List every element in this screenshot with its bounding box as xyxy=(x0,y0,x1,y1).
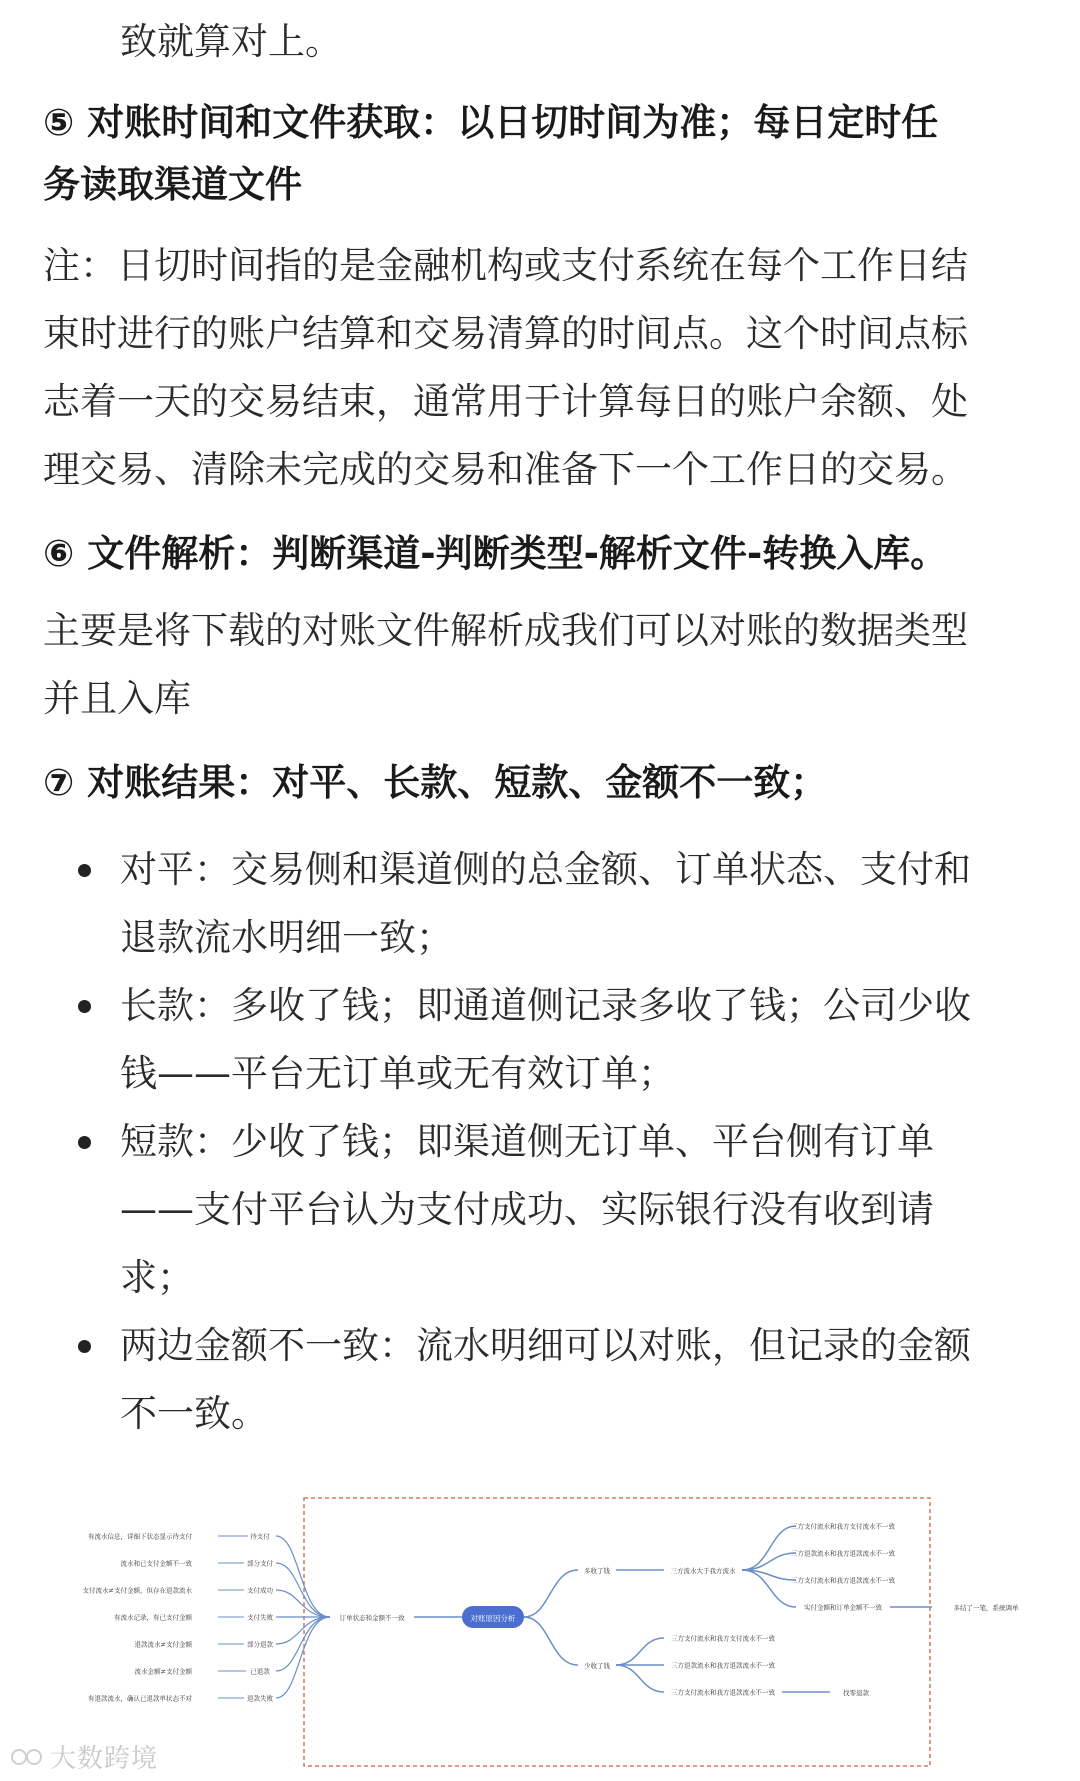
list-item-line: 退款流水明细一致； xyxy=(120,916,453,959)
list-item-line: 求； xyxy=(120,1256,194,1299)
section7-heading-line1: ⑦ 对账结果：对平、长款、短款、金额不一致； xyxy=(43,761,828,804)
mindmap-less-label: 少收了钱 xyxy=(584,1662,610,1670)
mindmap-reason-label: 支付流水≠支付金额，但存在退款流水 xyxy=(82,1586,192,1595)
logo-icon xyxy=(10,1745,44,1775)
mindmap-status-label: 支付成功 xyxy=(247,1586,273,1595)
list-item-line: 钱——平台无订单或无有效订单； xyxy=(120,1052,675,1095)
list-item xyxy=(70,972,1030,1108)
list-item-line: 两边金额不一致：流水明细可以对账，但记录的金额 xyxy=(120,1324,971,1367)
section6-para-line2: 并且入库 xyxy=(43,677,191,720)
mindmap-reason-label: 有流水信息，详细下状态显示待支付 xyxy=(88,1532,192,1541)
mindmap-diagram xyxy=(0,1480,1080,1770)
mindmap-left-branch-label: 订单状态和金额不一致 xyxy=(339,1614,405,1622)
mindmap-reason-label: 退款流水≠支付金额 xyxy=(134,1640,192,1649)
mindmap-reason-label: 有流水记录，有已支付金额 xyxy=(114,1613,192,1622)
mindmap-reason-label: 流水和已支付金额不一致 xyxy=(120,1559,192,1568)
list-item xyxy=(70,1312,1030,1448)
section7-heading xyxy=(43,752,1043,814)
watermark-text: 大数跨境 xyxy=(50,1744,159,1774)
list-item-line: 不一致。 xyxy=(120,1392,268,1435)
mindmap-center-label: 对账原因分析 xyxy=(470,1614,516,1623)
section5-heading-line2: 务读取渠道文件 xyxy=(43,163,302,206)
mindmap-more-tail: 多结了一笔，系统调单 xyxy=(953,1604,1019,1612)
section5-note-line2: 束时进行的账户结算和交易清算的时间点。这个时间点标 xyxy=(43,312,968,355)
watermark xyxy=(10,1738,158,1775)
bullet-dot xyxy=(78,1000,91,1013)
left-connectors xyxy=(276,1536,330,1698)
mindmap-more-mid: 三方流水大于我方流水 xyxy=(670,1567,736,1575)
section6-heading-line1: ⑥ 文件解析：判断渠道-判断类型-解析文件-转换入库。 xyxy=(43,532,948,575)
mindmap-status-label: 已退款 xyxy=(250,1667,270,1676)
mindmap-svg xyxy=(0,1480,1080,1770)
section5-note-line4: 理交易、清除未完成的交易和准备下一个工作日的交易。 xyxy=(43,448,968,491)
list-item-line: 长款：多收了钱；即通道侧记录多收了钱；公司少收 xyxy=(120,984,971,1027)
bullet-dot xyxy=(78,864,91,877)
mindmap-reason-label: 有退款流水，确认已退款单状态不对 xyxy=(88,1694,192,1703)
section5-heading xyxy=(43,92,1043,216)
mindmap-less-child: 三方支付流水和我方退款流水不一致 xyxy=(671,1688,775,1697)
mindmap-less-tail: 找零退款 xyxy=(843,1689,869,1697)
mindmap-left-children xyxy=(83,1532,274,1703)
mindmap-more-child: 三方支付流水和我方退款流水不一致 xyxy=(791,1576,895,1585)
mindmap-more-child: 三方退款流水和我方退款流水不一致 xyxy=(791,1549,895,1558)
list-item-line: 短款：少收了钱；即渠道侧无订单、平台侧有订单 xyxy=(120,1120,934,1163)
mindmap-less-child: 三方退款流水和我方退款流水不一致 xyxy=(671,1661,775,1670)
section5-note-line3: 志着一天的交易结束，通常用于计算每日的账户余额、处 xyxy=(43,380,968,423)
list-item-line: 对平：交易侧和渠道侧的总金额、订单状态、支付和 xyxy=(120,848,971,891)
list-item xyxy=(70,1108,1030,1312)
section5-note-line1: 注：日切时间指的是金融机构或支付系统在每个工作日结 xyxy=(43,244,968,287)
mindmap-more-child: 实付金额和订单金额不一致 xyxy=(804,1603,882,1612)
list-item-line: ——支付平台认为支付成功、实际银行没有收到请 xyxy=(120,1188,934,1231)
mindmap-more-label: 多收了钱 xyxy=(584,1567,610,1575)
reason-connectors xyxy=(218,1536,248,1698)
mindmap-frame xyxy=(304,1498,930,1766)
mindmap-status-label: 部分退款 xyxy=(247,1640,273,1649)
mindmap-more-child: 三方支付流水和我方支付流水不一致 xyxy=(791,1522,895,1531)
section6-para-line1: 主要是将下载的对账文件解析成我们可以对账的数据类型 xyxy=(43,609,968,652)
mindmap-more-children xyxy=(791,1522,896,1612)
mindmap-less-child: 三方支付流水和我方支付流水不一致 xyxy=(671,1634,775,1643)
mindmap-less-children xyxy=(671,1634,776,1697)
result-list xyxy=(70,836,1030,1448)
list-item xyxy=(70,836,1030,972)
section5-note xyxy=(43,232,1043,504)
mindmap-status-label: 部分支付 xyxy=(247,1559,273,1568)
mindmap-reason-label: 流水金额≠支付金额 xyxy=(134,1667,192,1676)
mindmap-status-label: 退款失败 xyxy=(247,1694,273,1703)
section6-paragraph xyxy=(43,597,1043,733)
mindmap-status-label: 待支付 xyxy=(250,1532,270,1541)
continued-text: 致就算对上。 xyxy=(120,20,342,63)
mindmap-status-label: 支付失败 xyxy=(247,1613,273,1622)
section6-heading xyxy=(43,523,1043,585)
bullet-dot xyxy=(78,1340,91,1353)
section5-heading-line1: ⑤ 对账时间和文件获取：以日切时间为准；每日定时任 xyxy=(43,101,939,144)
bullet-dot xyxy=(78,1136,91,1149)
